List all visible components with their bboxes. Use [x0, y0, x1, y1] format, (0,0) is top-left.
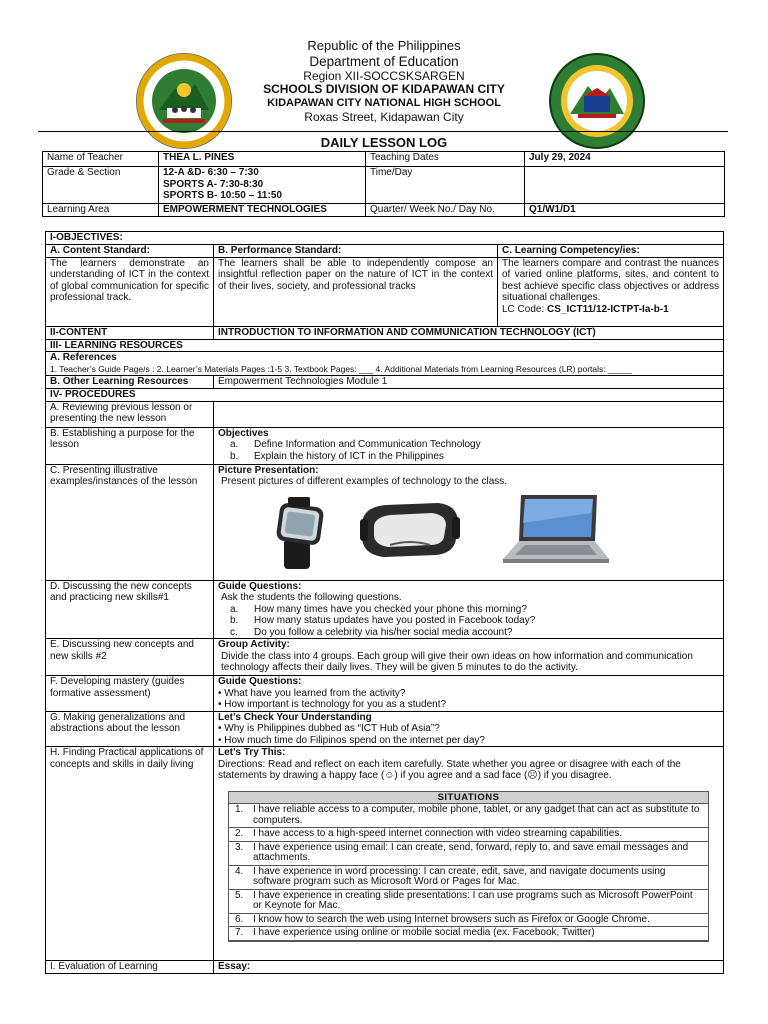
situation-text: I have access to a high-speed internet connection with video streaming capabilities.	[253, 828, 623, 839]
lc-code: CS_ICT11/12-ICTPT-Ia-b-1	[547, 303, 669, 315]
grade-line-2: SPORTS A- 7:30-8:30	[163, 178, 264, 190]
header-divider	[38, 131, 728, 132]
objectives-subtitle: Objectives	[218, 427, 269, 439]
procedure-g-content	[214, 711, 724, 747]
smartwatch-image	[254, 497, 344, 575]
time-value	[525, 167, 725, 204]
situation-row	[229, 866, 708, 890]
situation-row	[229, 828, 708, 842]
situation-text: I have experience in creating slide presentations: I can use programs such as Microsoft PowerPoint or Keynote for Mac.	[253, 889, 693, 911]
guide-questions-list	[218, 604, 719, 639]
procedure-g-label: G. Making generalizations and abstractions about the lesson	[46, 711, 214, 747]
header-region: Region XII-SOCCSKSARGEN	[303, 69, 465, 83]
header-department: Department of Education	[309, 54, 459, 69]
teacher-name: THEA L. PINES	[159, 152, 366, 167]
procedures-heading: IV- PROCEDURES	[46, 389, 724, 402]
picture-presentation-text: Present pictures of different examples of technology to the class.	[221, 476, 508, 487]
situation-number: 6.	[235, 913, 244, 925]
content-label: II-CONTENT	[46, 326, 214, 339]
grade-line-1: 12-A &D- 6:30 – 7:30	[163, 167, 259, 178]
competency-cell	[498, 257, 724, 326]
performance-standard-text: The learners shall be able to independently compose an insightful reflection paper on the nature of ICT in the context of their lives, society, and professional tracks	[214, 257, 498, 326]
grade-line-3: SPORTS B- 10:50 – 11:50	[163, 190, 282, 201]
procedure-b-label: B. Establishing a purpose for the lesson	[46, 427, 214, 464]
list-marker: a.	[230, 439, 239, 450]
situation-number: 5.	[235, 889, 244, 901]
situations-table	[228, 791, 709, 942]
guide-questions-intro: Ask the students the following questions.	[221, 592, 402, 603]
list-text: Define Information and Communication Technology	[254, 439, 481, 450]
situation-number: 4.	[235, 865, 244, 877]
area-label: Learning Area	[43, 204, 159, 217]
header-school: KIDAPAWAN CITY NATIONAL HIGH SCHOOL	[267, 97, 501, 109]
list-item	[218, 604, 719, 616]
dates-label: Teaching Dates	[366, 152, 525, 167]
list-text: How many status updates have you posted in Facebook today?	[254, 615, 536, 626]
header-address: Roxas Street, Kidapawan City	[304, 110, 464, 124]
situation-number: 2.	[235, 828, 244, 839]
list-item	[218, 627, 719, 639]
teacher-label: Name of Teacher	[43, 152, 159, 167]
performance-standard-label: B. Performance Standard:	[214, 244, 498, 257]
procedure-f-content	[214, 676, 724, 712]
situation-row	[229, 927, 708, 941]
procedure-a-content	[214, 401, 724, 427]
procedure-e-label: E. Discussing new concepts and new skills #2	[46, 639, 214, 676]
procedure-i-label: I. Evaluation of Learning	[46, 961, 214, 974]
list-text: How many times have you checked your phone this morning?	[254, 603, 527, 615]
situation-number: 3.	[235, 841, 244, 853]
document-title: DAILY LESSON LOG	[320, 135, 448, 150]
understanding-question-2: • How much time do Filipinos spend on the internet per day?	[218, 734, 485, 746]
situations-list	[229, 804, 708, 941]
list-marker: b.	[230, 615, 239, 626]
group-activity-title: Group Activity:	[218, 639, 290, 650]
mastery-question-2: • How important is technology for you as a student?	[218, 699, 447, 710]
list-item	[218, 451, 719, 463]
list-marker: c.	[230, 626, 238, 638]
other-resources-value: Empowerment Technologies Module 1	[214, 376, 724, 389]
try-this-title: Let’s Try This:	[218, 747, 286, 758]
quarter-value: Q1/W1/D1	[525, 204, 725, 217]
list-item	[218, 615, 719, 627]
objectives-list	[218, 439, 719, 462]
list-text: Explain the history of ICT in the Philippines	[254, 450, 444, 462]
understanding-question-1: • Why is Philippines dubbed as “ICT Hub of Asia”?	[218, 723, 440, 734]
procedure-b-content	[214, 427, 724, 464]
procedure-f-label: F. Developing mastery (guides formative assessment)	[46, 676, 214, 712]
situation-text: I have experience using email: I can create, send, forward, reply to, and save email messages and attachments.	[253, 841, 689, 863]
laptop-image	[499, 493, 611, 571]
grade-section	[159, 167, 366, 204]
objectives-heading: I-OBJECTIVES:	[46, 232, 724, 245]
list-marker: a.	[230, 603, 239, 615]
try-this-directions: Directions: Read and reflect on each item carefully. State whether you agree or disagree with each of the statements by drawing a happy face (☺) if you agree and a sad face (☹) if you disagree.	[218, 758, 681, 781]
check-understanding-title: Let’s Check Your Understanding	[218, 711, 372, 723]
header-republic: Republic of the Philippines	[307, 38, 461, 53]
situations-heading: SITUATIONS	[229, 792, 708, 804]
procedure-h-label: H. Finding Practical applications of concepts and skills in daily living	[46, 747, 214, 961]
lc-code-prefix: LC Code:	[502, 303, 548, 315]
picture-presentation-title: Picture Presentation:	[218, 464, 319, 476]
references-heading: A. References	[50, 352, 117, 363]
teacher-info-table	[42, 151, 725, 217]
situation-row	[229, 914, 708, 928]
quarter-label: Quarter/ Week No./ Day No.	[366, 204, 525, 217]
situation-number: 1.	[235, 804, 244, 815]
time-label: Time/Day	[366, 167, 525, 204]
header-division: SCHOOLS DIVISION OF KIDAPAWAN CITY	[263, 82, 505, 96]
references-cell	[46, 352, 724, 376]
learning-area: EMPOWERMENT TECHNOLOGIES	[159, 204, 366, 217]
situation-text: I have experience using online or mobile social media (ex. Facebook, Twitter)	[253, 927, 595, 938]
procedure-d-content	[214, 580, 724, 639]
procedure-e-content	[214, 639, 724, 676]
situation-text: I have experience in word processing: I can create, edit, save, and navigate documents using software program such as Microsoft Word or Pages for Mac.	[253, 865, 666, 887]
procedure-i-content: Essay:	[214, 961, 724, 974]
mastery-title: Guide Questions:	[218, 676, 302, 687]
list-marker: b.	[230, 450, 239, 462]
procedure-d-label: D. Discussing the new concepts and practicing new skills#1	[46, 580, 214, 639]
situation-text: I have reliable access to a computer, mobile phone, tablet, or any gadget that can act as substitute to computers.	[253, 804, 700, 826]
mastery-question-1: • What have you learned from the activity?	[218, 687, 406, 699]
procedure-a-label: A. Reviewing previous lesson or presenting the new lesson	[46, 401, 214, 427]
resources-heading: III- LEARNING RESOURCES	[46, 339, 724, 352]
situation-text: I know how to search the web using Internet browsers such as Firefox or Google Chrome.	[253, 913, 650, 925]
guide-questions-title: Guide Questions:	[218, 580, 302, 592]
teaching-date: July 29, 2024	[525, 152, 725, 167]
situation-row	[229, 804, 708, 828]
other-resources-label: B. Other Learning Resources	[46, 376, 214, 389]
procedure-c-content	[214, 464, 724, 580]
group-activity-text: Divide the class into 4 groups. Each group will give their own ideas on how information and communication technology affects their daily lives. They will be given 5 minutes to do the activity.	[221, 650, 693, 673]
situation-row	[229, 842, 708, 866]
competency-label: C. Learning Competency/ies:	[498, 244, 724, 257]
competency-text: The learners compare and contrast the nuances of varied online platforms, sites, and content to best achieve specific class objectives or address situational challenges.	[502, 257, 719, 303]
content-value: INTRODUCTION TO INFORMATION AND COMMUNICATION TECHNOLOGY (ICT)	[214, 326, 724, 339]
procedure-c-label: C. Presenting illustrative examples/instances of the lesson	[46, 464, 214, 580]
list-item	[218, 439, 719, 451]
grade-label: Grade & Section	[43, 167, 159, 204]
content-standard-text: The learners demonstrate an understanding of ICT in the context of global communication for specific professional track.	[46, 257, 214, 326]
vr-headset-image	[356, 495, 462, 571]
content-standard-label: A. Content Standard:	[46, 244, 214, 257]
list-text: Do you follow a celebrity via his/her social media account?	[254, 626, 513, 638]
situation-number: 7.	[235, 927, 244, 938]
references-line: 1. Teacher’s Guide Page/s : 2. Learner’s Materials Pages :1-5 3. Textbook Pages: ___ 4. Additional Materials from Learning Resources (LR) portals: _____	[50, 363, 632, 374]
situation-row	[229, 890, 708, 914]
